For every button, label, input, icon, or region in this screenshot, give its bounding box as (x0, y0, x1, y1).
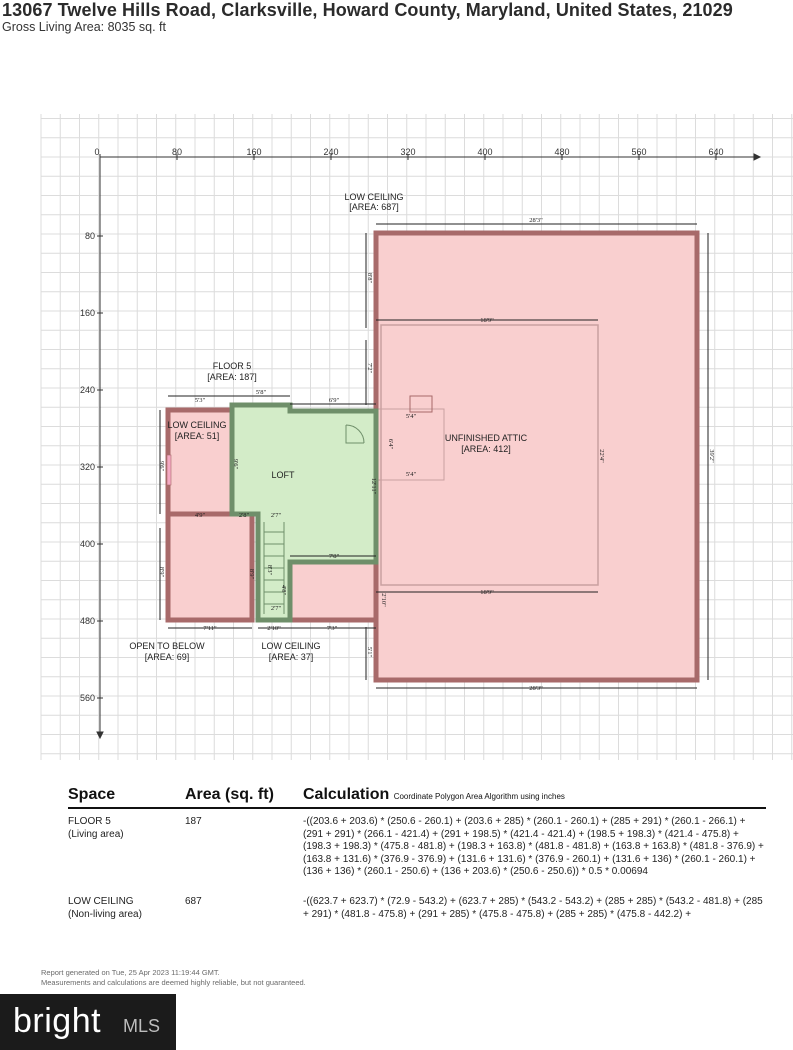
x-tick-label: 240 (323, 147, 339, 157)
y-tick-label: 240 (79, 385, 95, 395)
dim-label: 7'2" (366, 362, 373, 374)
room-area-floor-5: [AREA: 187] (207, 372, 257, 382)
dim-label: 2'7" (270, 512, 282, 519)
dim-label: 28'3" (529, 685, 543, 692)
room-area-unfinished-attic: [AREA: 412] (461, 444, 511, 454)
logo-suffix: MLS (123, 1016, 161, 1036)
room-label-low-ceiling-51: LOW CEILING (167, 420, 227, 430)
table-row-area: 187 (185, 816, 202, 827)
dim-label: 4'8" (280, 584, 287, 596)
room-area-low-ceiling-51: [AREA: 51] (174, 431, 220, 441)
table-header-rule (68, 807, 766, 809)
dim-label: 6'9" (328, 397, 340, 404)
header-subtitle: Gross Living Area: 8035 sq. ft (2, 20, 166, 34)
dim-label: 2'8" (238, 512, 250, 519)
dim-label: 7'3" (326, 625, 338, 632)
dim-label: 4'9" (194, 512, 206, 519)
room-label-loft: LOFT (271, 470, 295, 480)
dim-label: 8'3" (266, 564, 273, 576)
room-low-ceiling-37 (290, 562, 376, 620)
space-name: FLOOR 5 (68, 816, 111, 827)
space-type: (Non-living area) (68, 908, 142, 920)
y-tick-label: 320 (79, 462, 95, 472)
dim-label: 9'6" (158, 460, 165, 472)
dim-label: 9'6" (232, 458, 239, 470)
y-tick-label: 160 (79, 308, 95, 318)
y-tick-label: 400 (79, 539, 95, 549)
dim-label: 18'9" (480, 589, 494, 596)
room-low-ceiling-687 (370, 233, 697, 680)
col-header-area: Area (sq. ft) (185, 786, 274, 803)
x-tick-label: 80 (171, 147, 183, 157)
col-header-calculation (303, 786, 565, 804)
space-type: (Living area) (68, 828, 124, 840)
dim-label: 5'3" (194, 397, 206, 404)
room-label-low-ceiling-37: LOW CEILING (261, 641, 321, 651)
dim-label: 8'8" (366, 272, 373, 284)
window-mark (167, 455, 171, 485)
bright-mls-logo (0, 994, 176, 1050)
dim-label: 8'9" (158, 566, 165, 578)
x-tick-label: 0 (94, 147, 100, 157)
room-open-to-below (168, 514, 252, 620)
x-tick-label: 640 (708, 147, 724, 157)
table-row-calculation: -((623.7 + 623.7) * (72.9 - 543.2) + (623.7 + 285) * (543.2 - 543.2) + (285 + 285) * (543.2 - 481.8) + (285 + 291) * (481.8 - 475.8) + (291 + 285) * (475.8 - 475.8) + (285 + 285) * (475.8 - 442.2) + (303, 896, 763, 920)
calc-header-text: Calculation (303, 786, 390, 803)
x-tick-label: 320 (400, 147, 416, 157)
dim-label: 6'4" (387, 438, 394, 450)
room-label-open-to-below: OPEN TO BELOW (129, 641, 205, 651)
table-row-space (68, 896, 178, 921)
room-area-open-to-below: [AREA: 69] (144, 652, 190, 662)
table-row-calculation: -((203.6 + 203.6) * (250.6 - 260.1) + (203.6 + 285) * (260.1 - 260.1) + (285 + 291) * (260.1 - 266.1) + (291 + 291) * (266.1 - 421.4) + (291 + 198.5) * (421.4 - 421.4) + (198.5 + 198.3) * (421.4 - 475.8) + (198.3 + 198.3) * (475.8 - 481.8) + (198.3 + 163.8) * (481.8 - 481.8) + (163.8 + 163.8) * (481.8 - 376.9) + (163.8 + 131.6) * (376.9 - 376.9) + (131.6 + 131.6) * (376.9 - 260.1) + (131.6 + 136) * (260.1 - 260.1) + (136 + 136) * (260.1 - 250.6) + (136 + 203.6) * (250.6 - 250.6)) * 0.5 * 0.00694 (303, 816, 764, 878)
table-row-area: 687 (185, 896, 202, 907)
dim-label: 39'2" (708, 449, 715, 463)
y-axis-labels (80, 231, 95, 703)
footer-disclaimer: Measurements and calculations are deemed highly reliable, but not guaranteed. (41, 978, 306, 987)
logo-brand: bright (13, 1002, 102, 1040)
x-tick-label: 400 (477, 147, 493, 157)
room-label-unfinished-attic: UNFINISHED ATTIC (444, 433, 528, 443)
dim-label: 5'4" (405, 413, 417, 420)
dim-label: 2'10" (380, 593, 387, 607)
space-name: LOW CEILING (68, 896, 134, 907)
x-tick-label: 560 (631, 147, 647, 157)
dim-label: 18'9" (480, 317, 494, 324)
dim-label: 22'4" (598, 449, 605, 463)
room-area-low-ceiling-687: [AREA: 687] (349, 202, 399, 212)
table-row-space (68, 816, 178, 841)
dim-label: 5'1" (366, 646, 373, 658)
header-title: 13067 Twelve Hills Road, Clarksville, Howard County, Maryland, United States, 21029 (2, 0, 733, 20)
dim-label: 28'3" (529, 217, 543, 224)
y-tick-label: 80 (84, 231, 95, 241)
floor-plan (0, 100, 793, 760)
room-label-floor-5: FLOOR 5 (212, 361, 252, 371)
dim-label: 2'7" (270, 605, 282, 612)
footer-generated: Report generated on Tue, 25 Apr 2023 11:19:44 GMT. (41, 968, 220, 977)
col-header-space: Space (68, 786, 116, 803)
dim-label: 5'8" (255, 389, 267, 396)
room-label-low-ceiling-687: LOW CEILING (344, 192, 404, 202)
dim-label: 7'11" (203, 625, 217, 632)
calc-header-note: Coordinate Polygon Area Algorithm using inches (393, 792, 565, 801)
y-tick-label: 560 (79, 693, 95, 703)
dim-label: 8'9" (248, 568, 255, 580)
x-tick-label: 160 (246, 147, 262, 157)
x-tick-label: 480 (554, 147, 570, 157)
dim-label: 12'11" (370, 477, 377, 495)
x-axis-labels (94, 147, 723, 157)
y-tick-label: 480 (79, 616, 95, 626)
room-area-low-ceiling-37: [AREA: 37] (268, 652, 314, 662)
report-footer (41, 968, 306, 988)
dim-label: 2'10" (267, 625, 281, 632)
dim-label: 7'8" (328, 553, 340, 560)
dim-label: 5'4" (405, 471, 417, 478)
